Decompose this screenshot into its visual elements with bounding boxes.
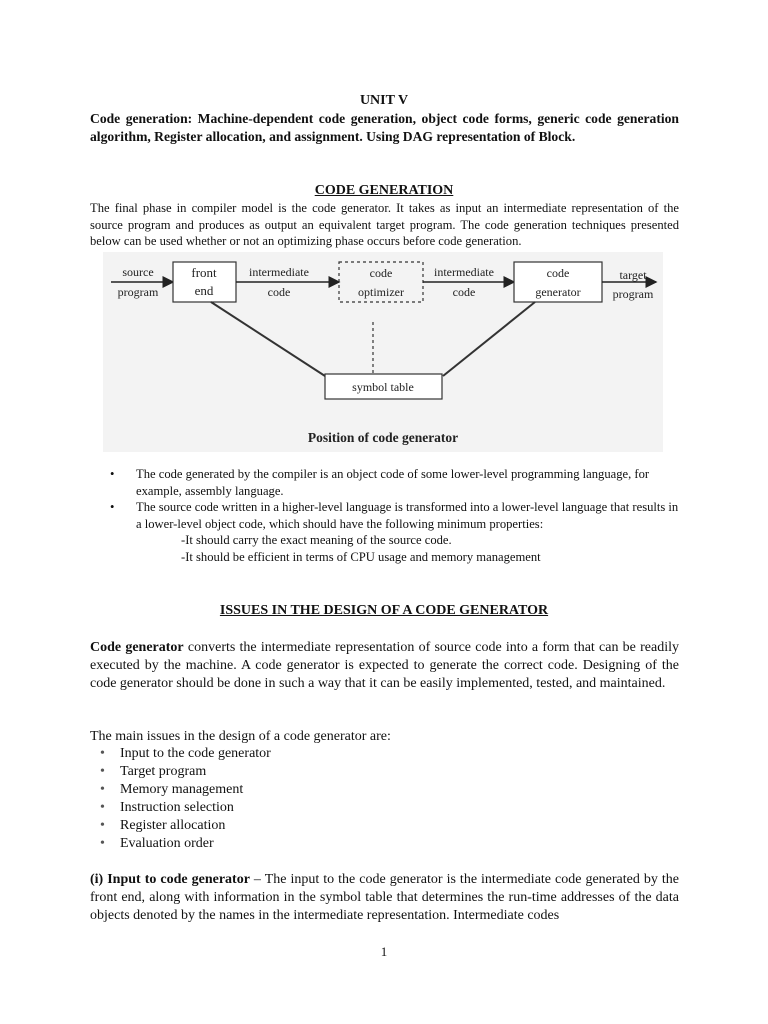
fig-optimizer-code-label: code — [369, 266, 393, 280]
input-to-code-generator-paragraph — [90, 871, 679, 925]
properties-bullet-list — [108, 466, 683, 565]
fig-target-label: target — [619, 268, 647, 282]
unit-title: UNIT V — [359, 93, 409, 108]
issue-item — [100, 835, 500, 853]
fig-intermediate-1-label: intermediate — [249, 265, 309, 279]
sub-point: -It should carry the exact meaning of the source code. — [181, 533, 452, 547]
fig-symbol-table-label: symbol table — [352, 380, 414, 394]
fig-front-label: front — [191, 265, 217, 280]
issue-item — [100, 817, 500, 835]
fig-code-1-label: code — [267, 285, 291, 299]
issue-text: Register allocation — [120, 818, 226, 833]
issue-text: Target program — [120, 764, 207, 779]
issue-item — [100, 745, 500, 763]
input-to-code-generator-term: (i) Input to code generator — [90, 872, 250, 887]
input-to-code-generator-description: – The input to the code generator is the intermediate code generated by the front end, along with information in the symbol table that determines the run-time addresses of the data objects denoted by the names in the intermediate representation. Intermediate codes — [90, 872, 679, 923]
bullet-dot-icon: • — [100, 836, 105, 851]
fig-connector-front-end — [211, 302, 325, 376]
issue-item — [100, 799, 500, 817]
issue-item — [100, 781, 500, 799]
bullet-text: The source code written in a higher-level language is transformed into a lower-level language that results in a lower-level object code, which should have the following minimum properties: — [136, 500, 679, 531]
fig-end-label: end — [194, 283, 214, 298]
bullet-dot-icon: • — [100, 818, 105, 833]
issue-text: Memory management — [120, 782, 244, 797]
bullet-item — [108, 466, 683, 499]
fig-connector-generator — [443, 302, 535, 376]
code-generator-description: converts the intermediate representation of source code into a form that can be readily executed by the machine. A code generator is expected to generate the correct code. Designing of the code generator should be done in such a way that it can be easily implemented, tested, and maintained. — [90, 640, 679, 691]
fig-code-2-label: code — [452, 285, 476, 299]
issue-item — [100, 763, 500, 781]
bullet-dot-icon: • — [110, 500, 115, 514]
bullet-dot-icon: • — [100, 782, 105, 797]
issues-list — [100, 745, 500, 853]
bullet-item — [108, 499, 683, 532]
fig-caption: Position of code generator — [307, 430, 459, 445]
code-generator-term: Code generator — [90, 640, 184, 655]
sub-point: -It should be efficient in terms of CPU usage and memory management — [181, 549, 541, 564]
bullet-dot-icon: • — [100, 764, 105, 779]
fig-intermediate-2-label: intermediate — [434, 265, 494, 279]
issue-text: Evaluation order — [120, 836, 214, 851]
issues-heading: ISSUES IN THE DESIGN OF A CODE GENERATOR — [219, 603, 549, 618]
issues-list-intro: The main issues in the design of a code generator are: — [90, 729, 391, 744]
code-generator-paragraph — [90, 639, 679, 693]
syllabus-text: Code generation: Machine-dependent code generation, object code forms, generic code generation algorithm, Register allocation, and assignment. Using DAG representation of Block. — [90, 111, 679, 144]
code-generation-heading: CODE GENERATION — [314, 183, 454, 198]
code-generation-intro: The final phase in compiler model is the code generator. It takes as input an intermediate representation of the source program and produces as output an equivalent target program. The code generation techniques presented below can be used whether or not an optimizing phase occurs before code generation. — [90, 201, 679, 248]
bullet-text: The code generated by the compiler is an object code of some lower-level programming language, for example, assembly language. — [136, 467, 650, 498]
fig-program-label: program — [117, 285, 159, 299]
fig-generator-code-label: code — [546, 266, 570, 280]
bullet-dot-icon: • — [100, 800, 105, 815]
fig-output-program-label: program — [612, 287, 654, 301]
issue-text: Input to the code generator — [120, 746, 271, 761]
fig-generator-label: generator — [535, 285, 581, 299]
bullet-dot-icon: • — [100, 746, 105, 761]
issue-text: Instruction selection — [120, 800, 234, 815]
code-generator-position-figure — [103, 252, 663, 452]
page-number: 1 — [380, 944, 388, 959]
fig-source-label: source — [122, 265, 154, 279]
bullet-dot-icon: • — [110, 467, 115, 481]
fig-optimizer-label: optimizer — [358, 285, 404, 299]
